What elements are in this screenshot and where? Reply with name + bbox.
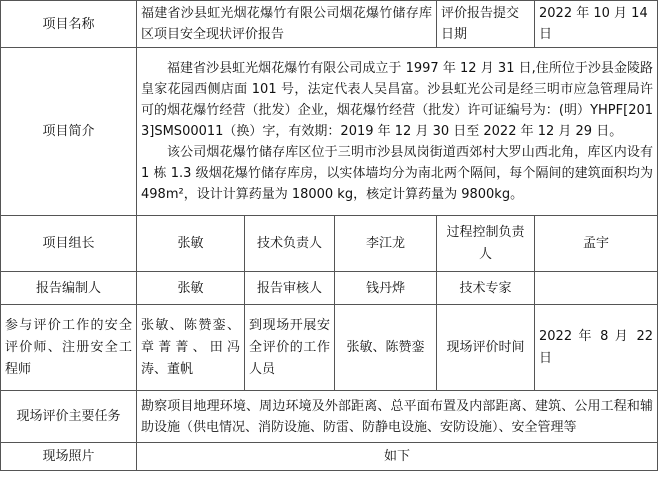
row-tasks [1,391,658,443]
onsite-staff-label: 到现场开展安全评价的工作人员 [245,305,335,391]
process-lead-label: 过程控制负责人 [437,216,535,272]
tasks-label: 现场评价主要任务 [1,391,137,443]
photos-label: 现场照片 [1,443,137,471]
participants-value: 张敏、陈赞銮、章菁菁、田冯涛、董帆 [137,305,245,391]
project-name-label: 项目名称 [1,1,137,48]
row-participants [1,305,658,391]
report-reviewer-label: 报告审核人 [245,272,335,305]
onsite-staff-value: 张敏、陈赞銮 [335,305,437,391]
team-leader-label: 项目组长 [1,216,137,272]
tech-lead-value: 李江龙 [335,216,437,272]
project-name-value: 福建省沙县虹光烟花爆竹有限公司烟花爆竹储存库区项目安全现状评价报告 [137,1,437,48]
tech-expert-value [535,272,658,305]
intro-label: 项目简介 [1,48,137,216]
report-author-label: 报告编制人 [1,272,137,305]
tech-lead-label: 技术负责人 [245,216,335,272]
row-report [1,272,658,305]
submit-date-value: 2022 年 10 月 14 日 [535,1,658,48]
photos-value: 如下 [137,443,658,471]
intro-paragraph-storage: 该公司烟花爆竹储存库区位于三明市沙县凤岗街道西郊村大罗山西北角，库区内设有 1 栋 1.3 级烟花爆竹储存库房，以实体墙均分为南北两个隔间，每个隔间的建筑面积均为 498m²，设计计算药量为 18000 kg，核定计算药量为 9800kg。 [141,145,654,202]
submit-date-label: 评价报告提交日期 [437,1,535,48]
participants-label: 参与评价工作的安全评价师、注册安全工程师 [1,305,137,391]
report-reviewer-value: 钱丹烨 [335,272,437,305]
onsite-time-value: 2022 年 8 月 22 日 [535,305,658,391]
row-intro [1,48,658,216]
row-project-name [1,1,658,48]
row-photos [1,443,658,471]
intro-content [137,48,658,216]
report-author-value: 张敏 [137,272,245,305]
row-team [1,216,658,272]
onsite-time-label: 现场评价时间 [437,305,535,391]
team-leader-value: 张敏 [137,216,245,272]
tasks-value: 勘察项目地理环境、周边环境及外部距离、总平面布置及内部距离、建筑、公用工程和辅助设施（供电情况、消防设施、防雷、防静电设施、安防设施）、安全管理等 [137,391,658,443]
intro-paragraph-company: 福建省沙县虹光烟花爆竹有限公司成立于 1997 年 12 月 31 日,住所位于沙县金陵路皇家花园西侧店面 101 号，法定代表人吴昌富。沙县虹光公司是经三明市应急管理局许可的烟花爆竹经营（批发）企业，烟花爆竹经营（批发）许可证编号为：(明）YHPF[2013]SMS00011（换）字，有效期：2019 年 12 月 30 日至 2022 年 12 月 29 日。 [141,61,654,139]
process-lead-value: 孟宇 [535,216,658,272]
tech-expert-label: 技术专家 [437,272,535,305]
